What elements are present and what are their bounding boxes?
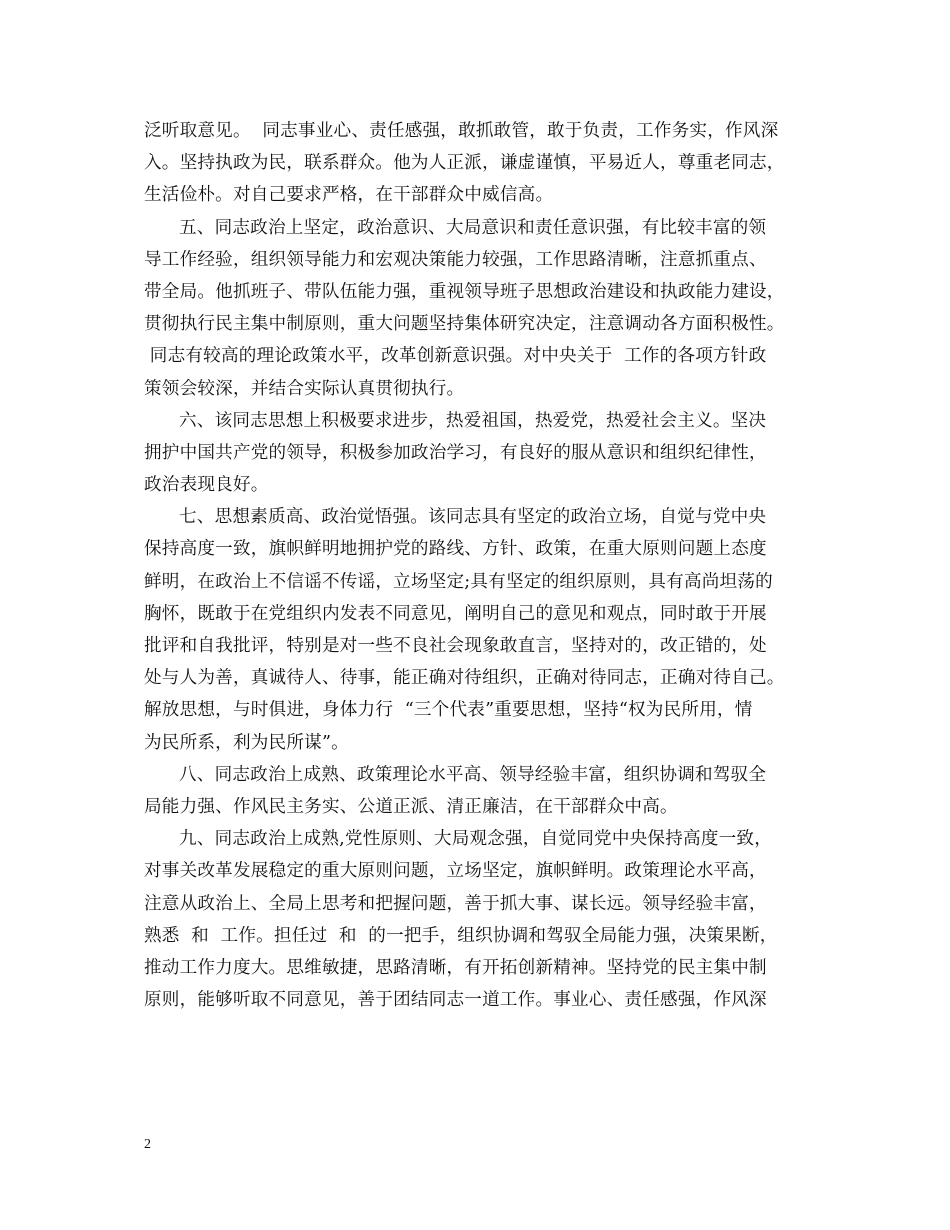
text-line: 拥护中国共产党的领导，积极参加政治学习，有良好的服从意识和组织纪律性，	[144, 442, 767, 463]
text-line: 为民所系，利为民所谋”。	[144, 732, 349, 753]
text-line: 九、同志政治上成熟,党性原则、大局观念强，自觉同党中央保持高度一致，	[179, 829, 772, 850]
text-line: 八、同志政治上成熟、政策理论水平高、领导经验丰富，组织协调和驾驭全	[179, 764, 767, 785]
text-line: 五、同志政治上坚定，政治意识、大局意识和责任意识强，有比较丰富的领	[179, 217, 767, 238]
text-line: 泛听取意见。 同志事业心、责任感强，敢抓敢管，敢于负责，工作务实，作风深	[144, 121, 779, 141]
text-line: 熟悉 和 工作。担任过 和 的一把手，组织协调和驾驭全局能力强，决策果断，	[144, 925, 778, 946]
text-line: 政治表现良好。	[144, 475, 269, 496]
page-number: 2	[144, 1137, 151, 1152]
text-line: 对事关改革发展稳定的重大原则问题，立场坚定，旗帜鲜明。政策理论水平高，	[144, 861, 767, 882]
text-line: 生活俭朴。对自己要求严格，在干部群众中威信高。	[144, 185, 554, 206]
text-line: 批评和自我批评，特别是对一些不良社会现象敢直言，坚持对的，改正错的，处	[144, 636, 767, 656]
text-line: 注意从政治上、全局上思考和把握问题，善于抓大事、谋长远。领导经验丰富，	[144, 893, 767, 914]
text-line: 带全局。他抓班子、带队伍能力强，重视领导班子思想政治建设和执政能力建设，	[144, 281, 785, 302]
text-line: 入。坚持执政为民，联系群众。他为人正派，谦虚谨慎，平易近人，尊重老同志，	[144, 153, 785, 174]
text-line: 策领会较深，并结合实际认真贯彻执行。	[144, 378, 465, 399]
text-line: 同志有较高的理论政策水平，改革创新意识强。对中央关于 工作的各项方针政	[144, 346, 767, 367]
text-line: 原则，能够听取不同意见，善于团结同志一道工作。事业心、责任感强，作风深	[144, 990, 767, 1011]
document-body	[144, 115, 824, 1016]
text-line: 推动工作力度大。思维敏捷，思路清晰，有开拓创新精神。坚持党的民主集中制	[144, 957, 767, 978]
text-line: 胸怀，既敢于在党组织内发表不同意见，阐明自己的意见和观点，同时敢于开展	[144, 603, 767, 624]
text-line: 贯彻执行民主集中制原则，重大问题坚持集体研究决定，注意调动各方面积极性。	[144, 314, 785, 335]
text-line: 解放思想，与时俱进，身体力行 “三个代表”重要思想，坚持“权为民所用，情	[144, 700, 753, 721]
text-line: 导工作经验，组织领导能力和宏观决策能力较强，工作思路清晰，注意抓重点、	[144, 249, 767, 270]
text-line: 七、思想素质高、政治觉悟强。该同志具有坚定的政治立场，自觉与党中央	[179, 507, 767, 528]
text-line: 处与人为善，真诚待人、待事，能正确对待组织，正确对待同志，正确对待自己。	[144, 668, 785, 689]
text-line: 六、该同志思想上积极要求进步，热爱祖国，热爱党，热爱社会主义。坚决	[179, 410, 767, 431]
text-line: 保持高度一致，旗帜鲜明地拥护党的路线、方针、政策，在重大原则问题上态度	[144, 539, 767, 560]
text-line: 局能力强、作风民主务实、公道正派、清正廉洁，在干部群众中高。	[144, 796, 678, 817]
text-line: 鲜明，在政治上不信谣不传谣，立场坚定;具有坚定的组织原则，具有高尚坦荡的	[144, 571, 773, 592]
